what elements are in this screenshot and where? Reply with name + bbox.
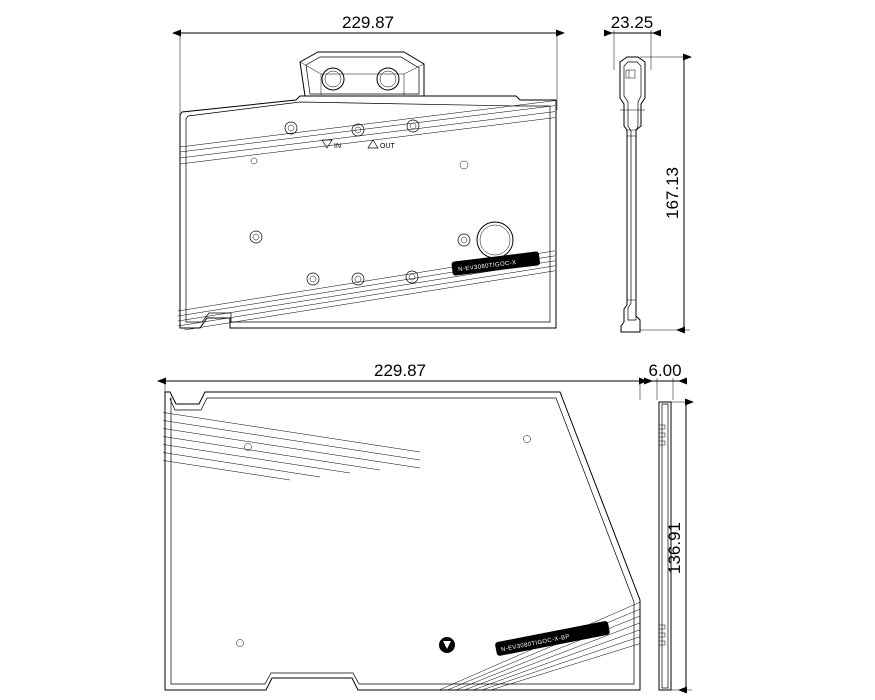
dim-bottom-side-height: 136.91 [665, 522, 684, 574]
port-markers [322, 140, 378, 148]
backplate-holes [237, 436, 531, 647]
led-window-inner [480, 225, 510, 255]
model-plate-block-label: N-EV3080TIGOC-X [457, 259, 517, 274]
front-view-block [178, 30, 560, 331]
front-view-backplate [160, 378, 645, 694]
brand-label: EKWB [458, 644, 478, 650]
brand-logo [439, 637, 477, 653]
port-out-label: OUT [380, 143, 395, 150]
dim-top-side-width: 23.25 [610, 13, 654, 32]
dim-top-width: 229.87 [342, 13, 394, 32]
dim-bottom-side-width: 6.00 [648, 361, 682, 380]
led-window [477, 222, 513, 258]
dim-bottom-width: 229.87 [374, 361, 426, 380]
mounting-holes [250, 120, 470, 285]
port-in-label: IN [334, 143, 341, 150]
terminal-fittings [300, 52, 424, 96]
dim-side-height: 167.13 [663, 167, 682, 219]
model-plate-backplate-label: N-EV3080TIGOC-X-BP [500, 634, 571, 654]
